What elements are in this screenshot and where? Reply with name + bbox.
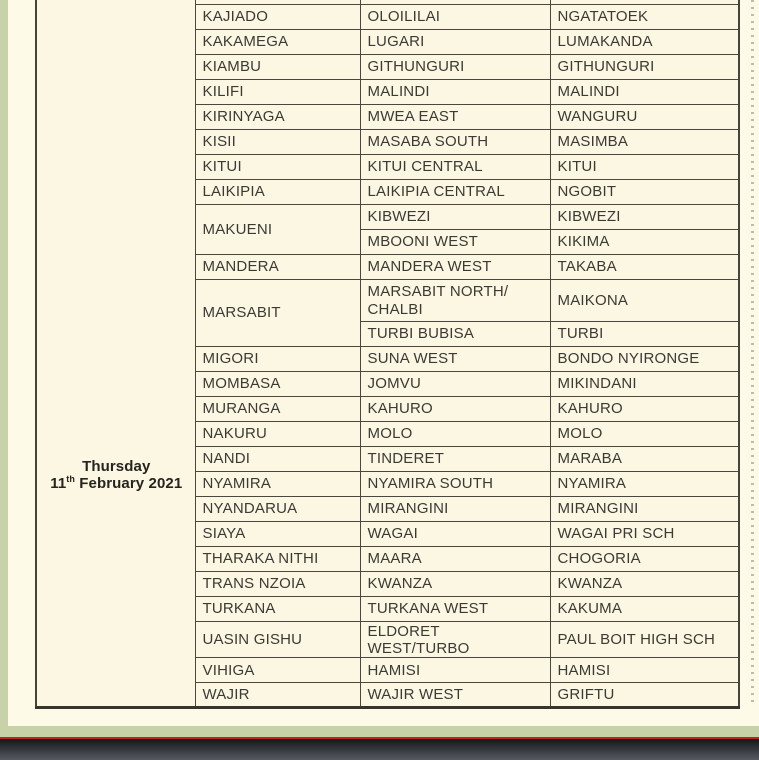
location-cell: KAKUMA <box>550 596 739 621</box>
location-cell: MOLO <box>550 421 739 446</box>
county-cell: MARSABIT <box>195 279 360 346</box>
county-cell: THARAKA NITHI <box>195 546 360 571</box>
county-cell: SIAYA <box>195 521 360 546</box>
county-cell: MURANGA <box>195 396 360 421</box>
constituency-cell: MBOONI WEST <box>360 229 550 254</box>
county-cell: KIAMBU <box>195 54 360 79</box>
county-cell: MOMBASA <box>195 371 360 396</box>
constituency-cell: LUGARI <box>360 29 550 54</box>
location-cell: MARABA <box>550 446 739 471</box>
county-cell: MAKUENI <box>195 204 360 254</box>
constituency-cell: MIRANGINI <box>360 496 550 521</box>
constituency-cell: OLOILILAI <box>360 4 550 29</box>
location-cell: NYAMIRA <box>550 471 739 496</box>
county-cell: WAJIR <box>195 683 360 708</box>
constituency-cell: WAJIR WEST <box>360 683 550 708</box>
page-edge-green-strip-left <box>0 0 8 737</box>
election-schedule-table <box>35 0 740 709</box>
location-cell: MAIKONA <box>550 279 739 321</box>
constituency-cell: JOMVU <box>360 371 550 396</box>
constituency-cell: NYAMIRA SOUTH <box>360 471 550 496</box>
county-cell: KAKAMEGA <box>195 29 360 54</box>
county-cell: TRANS NZOIA <box>195 571 360 596</box>
constituency-cell: TURBI BUBISA <box>360 321 550 346</box>
location-cell: GRIFTU <box>550 683 739 708</box>
constituency-cell: MASABA SOUTH <box>360 129 550 154</box>
location-cell: TURBI <box>550 321 739 346</box>
constituency-cell: GITHUNGURI <box>360 54 550 79</box>
county-cell: KITUI <box>195 154 360 179</box>
date-text <box>44 458 189 492</box>
county-cell: KAJIADO <box>195 4 360 29</box>
location-cell: KIKIMA <box>550 229 739 254</box>
county-cell: KISII <box>195 129 360 154</box>
county-cell: LAIKIPIA <box>195 179 360 204</box>
location-cell: LUMAKANDA <box>550 29 739 54</box>
location-cell: WANGURU <box>550 104 739 129</box>
date-weekday: Thursday <box>82 457 151 475</box>
location-cell: MIKINDANI <box>550 371 739 396</box>
location-cell: GITHUNGURI <box>550 54 739 79</box>
constituency-cell: SUNA WEST <box>360 346 550 371</box>
page-edge-green-band-bottom <box>0 726 759 737</box>
schedule-table-body <box>36 0 739 708</box>
constituency-cell: ELDORET WEST/TURBO <box>360 621 550 658</box>
location-cell: KAHURO <box>550 396 739 421</box>
constituency-cell: TINDERET <box>360 446 550 471</box>
location-cell: NGOBIT <box>550 179 739 204</box>
constituency-cell: KAHURO <box>360 396 550 421</box>
location-cell: BONDO NYIRONGE <box>550 346 739 371</box>
viewer-bottom-bar <box>0 739 759 760</box>
county-cell: MANDERA <box>195 254 360 279</box>
constituency-cell: TURKANA WEST <box>360 596 550 621</box>
county-cell: NYANDARUA <box>195 496 360 521</box>
location-cell: MASIMBA <box>550 129 739 154</box>
location-cell: MALINDI <box>550 79 739 104</box>
constituency-cell: KIBWEZI <box>360 204 550 229</box>
county-cell: KIRINYAGA <box>195 104 360 129</box>
constituency-cell: MWEA EAST <box>360 104 550 129</box>
county-cell: NYAMIRA <box>195 471 360 496</box>
location-cell: CHOGORIA <box>550 546 739 571</box>
location-cell: NGATATOEK <box>550 4 739 29</box>
page-column-dotted-rule <box>751 0 754 703</box>
date-cell <box>36 0 195 708</box>
constituency-cell: HAMISI <box>360 658 550 683</box>
date-full: 11th February 2021 <box>50 473 183 492</box>
constituency-cell: MARSABIT NORTH/ CHALBI <box>360 279 550 321</box>
location-cell: KWANZA <box>550 571 739 596</box>
location-cell: KITUI <box>550 154 739 179</box>
location-cell: KIBWEZI <box>550 204 739 229</box>
constituency-cell: MANDERA WEST <box>360 254 550 279</box>
constituency-cell: WAGAI <box>360 521 550 546</box>
county-cell: NAKURU <box>195 421 360 446</box>
location-cell: PAUL BOIT HIGH SCH <box>550 621 739 658</box>
location-cell: HAMISI <box>550 658 739 683</box>
constituency-cell: KITUI CENTRAL <box>360 154 550 179</box>
location-cell: TAKABA <box>550 254 739 279</box>
constituency-cell: LAIKIPIA CENTRAL <box>360 179 550 204</box>
county-cell: UASIN GISHU <box>195 621 360 658</box>
county-cell: TURKANA <box>195 596 360 621</box>
location-cell: WAGAI PRI SCH <box>550 521 739 546</box>
location-cell: MIRANGINI <box>550 496 739 521</box>
constituency-cell: MAARA <box>360 546 550 571</box>
constituency-cell: MOLO <box>360 421 550 446</box>
constituency-cell: KWANZA <box>360 571 550 596</box>
constituency-cell: MALINDI <box>360 79 550 104</box>
county-cell: KILIFI <box>195 79 360 104</box>
county-cell: MIGORI <box>195 346 360 371</box>
county-cell: NANDI <box>195 446 360 471</box>
county-cell: VIHIGA <box>195 658 360 683</box>
